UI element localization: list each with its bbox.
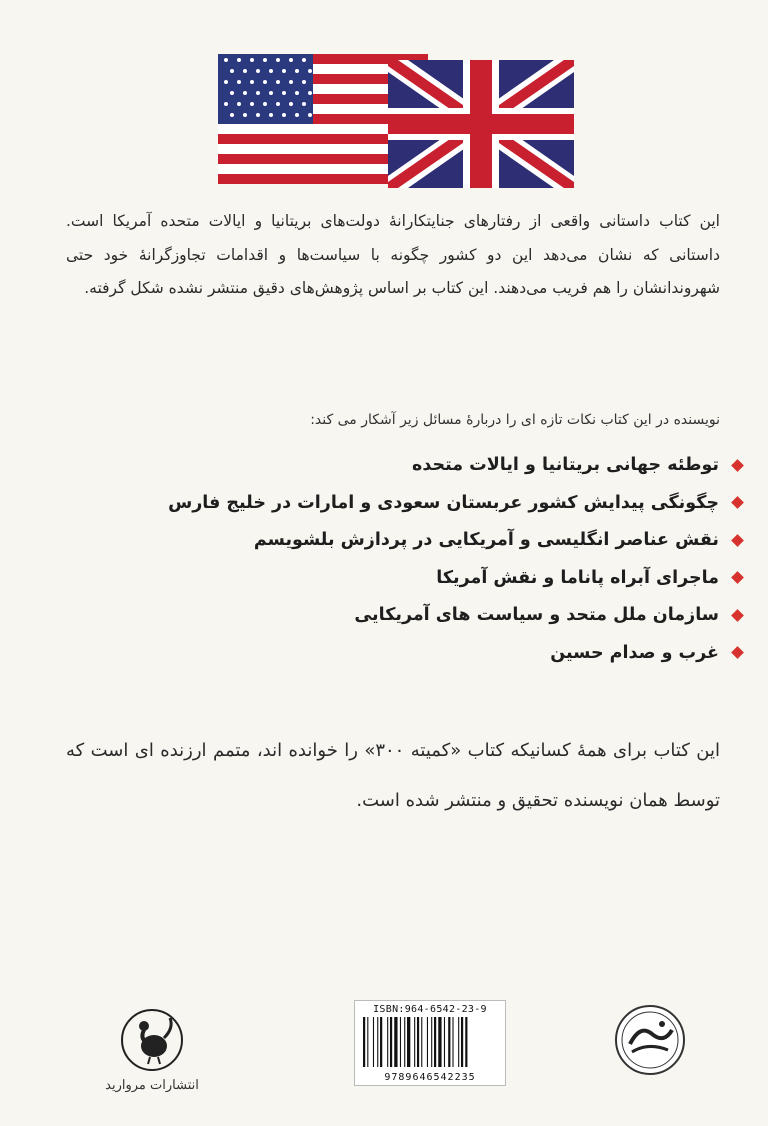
publisher-logo xyxy=(104,1008,200,1106)
topics-lead: نویسنده در این کتاب نکات تازه ای را دربارهٔ مسائل زیر آشکار می کند: xyxy=(310,412,720,428)
closing-paragraph: این کتاب برای همهٔ کسانیکه کتاب «کمیته ۳۰۰» را خوانده اند، متمم ارزنده ای است که توسط همان نویسنده تحقیق و منتشر شده است. xyxy=(66,740,720,811)
list-item: سازمان ملل متحد و سیاست های آمریکایی xyxy=(90,597,742,635)
peacock-icon xyxy=(120,1008,184,1072)
diamond-bullet-icon xyxy=(731,609,744,622)
emblem-logo-icon xyxy=(614,1004,686,1076)
list-item: ماجرای آبراه پاناما و نقش آمریکا xyxy=(90,560,742,598)
list-item: چگونگی پیدایش کشور عربستان سعودی و امارات در خلیج فارس xyxy=(90,485,742,523)
intro-paragraph: این کتاب داستانی واقعی از رفتارهای جنایتکارانهٔ دولت‌های بریتانیا و ایالات متحده آمریکا است. داستانی که نشان می‌دهد این دو کشور چگونه با سیاست‌ها و اقدامات تجاوزگرانهٔ خود حتی شهروندانشان را هم فریب می‌دهند. این کتاب بر اساس پژوهش‌های دقیق منتشر نشده شکل گرفته. xyxy=(66,212,720,297)
flags-image xyxy=(218,50,574,190)
list-item: توطئه جهانی بریتانیا و ایالات متحده xyxy=(90,447,742,485)
diamond-bullet-icon xyxy=(731,534,744,547)
diamond-bullet-icon xyxy=(731,646,744,659)
isbn-barcode xyxy=(354,1000,506,1086)
list-item: غرب و صدام حسین xyxy=(90,635,742,673)
diamond-bullet-icon xyxy=(731,571,744,584)
barcode-number: 9789646542235 xyxy=(384,1072,476,1083)
barcode-bars xyxy=(363,1017,497,1067)
diamond-bullet-icon xyxy=(731,459,744,472)
topics-list xyxy=(90,447,742,672)
isbn-label: ISBN:964-6542-23-9 xyxy=(373,1004,487,1015)
diamond-bullet-icon xyxy=(731,496,744,509)
list-item: نقش عناصر انگلیسی و آمریکایی در پردازش بلشویسم xyxy=(90,522,742,560)
publisher-name: انتشارات مروارید xyxy=(105,1078,199,1093)
uk-flag-icon xyxy=(388,60,574,188)
